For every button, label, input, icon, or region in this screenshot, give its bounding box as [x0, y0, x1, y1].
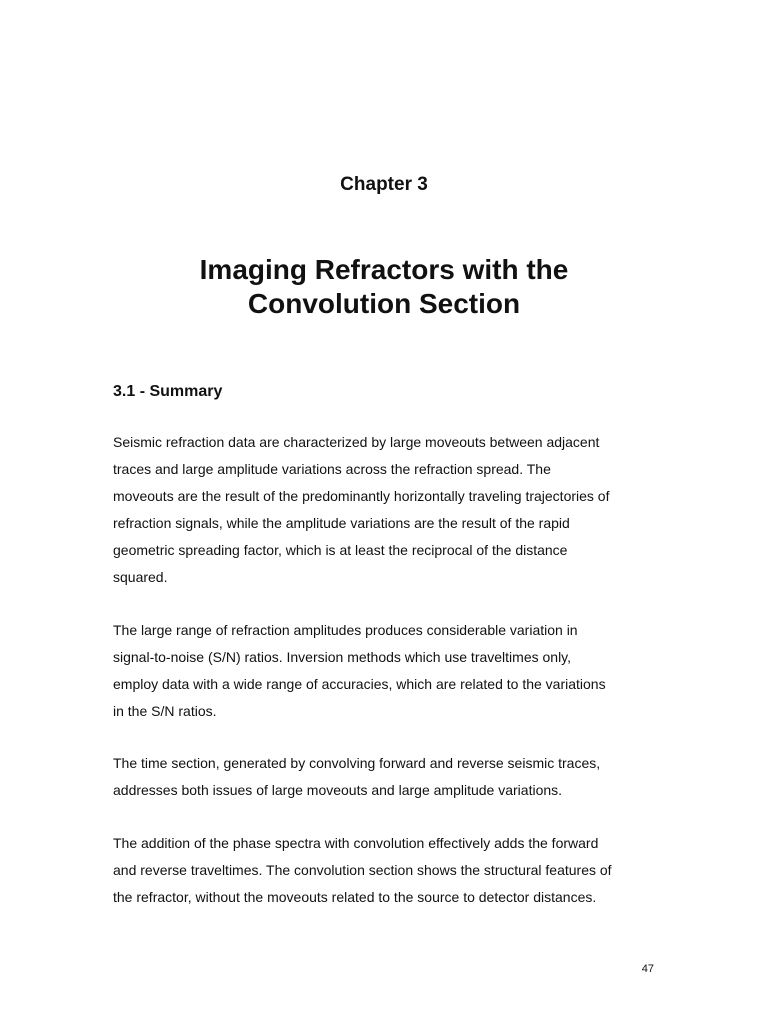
paragraph-line: and reverse traveltimes. The convolution section shows the structural features of [113, 862, 612, 878]
paragraph-4 [113, 830, 612, 911]
chapter-title [0, 253, 768, 321]
paragraph-line: addresses both issues of large moveouts and large amplitude variations. [113, 782, 563, 798]
paragraph-line: in the S/N ratios. [113, 703, 217, 719]
paragraph-line: The addition of the phase spectra with convolution effectively adds the forward [113, 835, 599, 851]
page-number: 47 [641, 963, 654, 975]
paragraph-line: squared. [113, 569, 168, 585]
paragraph-line: traces and large amplitude variations across the refraction spread. The [113, 461, 551, 477]
paragraph-line: The large range of refraction amplitudes produces considerable variation in [113, 622, 578, 638]
chapter-title-line-1: Imaging Refractors with the [199, 254, 569, 285]
paragraph-line: moveouts are the result of the predominantly horizontally traveling trajectories of [113, 488, 610, 504]
paragraph-3 [113, 750, 600, 804]
paragraph-line: Seismic refraction data are characterized by large moveouts between adjacent [113, 434, 600, 450]
paragraph-line: refraction signals, while the amplitude variations are the result of the rapid [113, 515, 570, 531]
paragraph-line: geometric spreading factor, which is at least the reciprocal of the distance [113, 542, 568, 558]
section-heading: 3.1 - Summary [113, 383, 223, 400]
paragraph-1 [113, 429, 609, 591]
paragraph-line: the refractor, without the moveouts related to the source to detector distances. [113, 889, 597, 905]
chapter-label: Chapter 3 [340, 174, 428, 195]
paragraph-line: signal-to-noise (S/N) ratios. Inversion methods which use traveltimes only, [113, 649, 572, 665]
chapter-title-line-2: Convolution Section [247, 288, 521, 319]
paragraph-2 [113, 617, 606, 725]
paragraph-line: employ data with a wide range of accuracies, which are related to the variations [113, 676, 606, 692]
paragraph-line: The time section, generated by convolving forward and reverse seismic traces, [113, 755, 601, 771]
